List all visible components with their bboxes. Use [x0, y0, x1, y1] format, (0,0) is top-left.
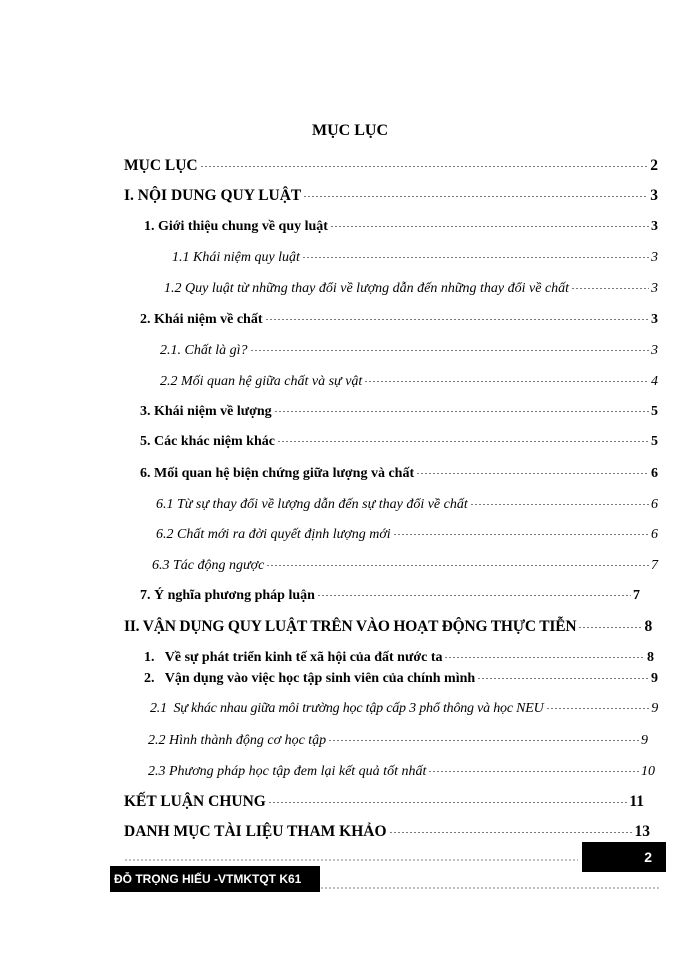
toc-page-number: 6	[651, 527, 658, 542]
toc-label: 1. Về sự phát triển kinh tế xã hội của đất nước ta	[144, 650, 443, 665]
leader-dots	[470, 494, 649, 508]
toc-label: 5. Các khác niệm khác	[140, 434, 275, 449]
toc-page-number: 3	[651, 250, 658, 265]
leader-dots	[266, 555, 649, 569]
leader-dots	[330, 216, 649, 230]
leader-dots	[265, 309, 650, 323]
toc-page-number: 11	[629, 792, 644, 810]
toc-label: 6. Mối quan hệ biện chứng giữa lượng và chất	[140, 466, 415, 481]
footer-page-number: 2	[582, 842, 666, 872]
leader-dots	[428, 761, 639, 775]
toc-label: 2.1. Chất là gì?	[160, 343, 248, 358]
toc-label: 3. Khái niệm về lượng	[140, 404, 272, 419]
toc-label: 2.2 Hình thành động cơ học tập	[148, 733, 327, 748]
toc-entry-ii-2-1[interactable]	[150, 698, 658, 717]
toc-label: 2.2 Mối quan hệ giữa chất và sự vật	[160, 374, 363, 389]
leader-dots	[571, 278, 649, 292]
toc-label: 1.2 Quy luật từ những thay đổi về lượng dẫn đến những thay đổi về chất	[164, 281, 570, 296]
leader-dots	[200, 154, 649, 170]
toc-page-number: 9	[641, 733, 648, 748]
toc-entry-6-1[interactable]	[156, 494, 658, 513]
toc-page-number: 5	[651, 404, 658, 419]
toc-page-number: 10	[641, 764, 655, 779]
leader-dots	[578, 615, 642, 631]
toc-page-number: 3	[650, 186, 658, 204]
toc-label: 6.1 Từ sự thay đổi về lượng dẫn đến sự thay đổi về chất	[156, 497, 468, 512]
toc-label: 2. Vận dụng vào việc học tập sinh viên của chính mình	[144, 671, 476, 686]
footer-dotted-line	[320, 886, 660, 890]
leader-dots	[416, 463, 649, 477]
leader-dots	[277, 431, 649, 445]
toc-entry-1[interactable]	[144, 216, 658, 235]
leader-dots	[250, 340, 649, 354]
toc-entry-1-1[interactable]	[172, 247, 658, 266]
toc-entry-2-1[interactable]	[160, 340, 658, 359]
toc-page-number: 13	[634, 822, 650, 840]
toc-label: KẾT LUẬN CHUNG	[124, 792, 266, 810]
leader-dots	[268, 790, 628, 806]
toc-page-number: 3	[651, 219, 658, 234]
toc-label: 6.2 Chất mới ra đời quyết định lượng mới	[156, 527, 391, 542]
toc-label: 1.1 Khái niệm quy luật	[172, 250, 300, 265]
toc-page-number: 7	[633, 588, 640, 603]
toc-entry-muc-luc[interactable]	[124, 154, 658, 175]
leader-dots	[389, 820, 633, 836]
toc-page-number: 4	[651, 374, 658, 389]
toc-entry-3[interactable]	[140, 401, 658, 420]
toc-page-number: 8	[644, 617, 652, 635]
toc-page-number: 2	[650, 156, 658, 174]
toc-entry-5[interactable]	[140, 431, 658, 450]
toc-page-number: 7	[651, 558, 658, 573]
toc-label: I. NỘI DUNG QUY LUẬT	[124, 186, 302, 204]
toc-entry-6-2[interactable]	[156, 524, 658, 543]
toc-entry-2-2[interactable]	[160, 371, 658, 390]
toc-entry-section-i[interactable]	[124, 184, 658, 205]
toc-label: 6.3 Tác động ngược	[152, 558, 265, 573]
toc-label: DANH MỤC TÀI LIỆU THAM KHẢO	[124, 822, 387, 840]
toc-entry-6[interactable]	[140, 463, 658, 482]
leader-dots	[317, 585, 631, 599]
toc-page-number: 3	[651, 312, 658, 327]
leader-dots	[546, 698, 650, 712]
toc-page-number: 9	[651, 701, 658, 716]
toc-page-number: 9	[651, 671, 658, 686]
leader-dots	[274, 401, 649, 415]
toc-label: II. VẬN DỤNG QUY LUẬT TRÊN VÀO HOẠT ĐỘNG THỰC TIỄN	[124, 617, 577, 635]
toc-entry-ii-2-3[interactable]	[148, 761, 655, 780]
toc-label: 1. Giới thiệu chung về quy luật	[144, 219, 328, 234]
toc-page-number: 6	[651, 466, 658, 481]
toc-entry-7[interactable]	[140, 585, 640, 604]
leader-dots	[477, 668, 649, 682]
toc-entry-1-2[interactable]	[164, 278, 658, 297]
toc-label: 2.3 Phương pháp học tập đem lại kết quả tốt nhất	[148, 764, 427, 779]
toc-label: 2. Khái niệm về chất	[140, 312, 263, 327]
leader-dots	[328, 730, 639, 744]
toc-entry-ii-1[interactable]	[144, 647, 654, 666]
toc-page-number: 5	[651, 434, 658, 449]
leader-dots	[393, 524, 649, 538]
toc-entry-2[interactable]	[140, 309, 658, 328]
toc-page-number: 3	[651, 281, 658, 296]
toc-entry-6-3[interactable]	[152, 555, 658, 574]
leader-dots	[303, 184, 648, 200]
toc-page-number: 3	[651, 343, 658, 358]
leader-dots	[444, 647, 645, 661]
footer-author: ĐỖ TRỌNG HIẾU -VTMKTQT K61	[110, 866, 320, 892]
footer-dotted-line	[124, 858, 578, 862]
toc-entry-references[interactable]	[124, 820, 650, 841]
page-title: MỤC LỤC	[312, 122, 388, 139]
toc-label: MỤC LỤC	[124, 156, 198, 174]
toc-label: 2.1 Sự khác nhau giữa môi trường học tập cấp 3 phổ thông và học NEU	[150, 701, 544, 716]
leader-dots	[364, 371, 649, 385]
toc-page-number: 8	[647, 650, 654, 665]
toc-label: 7. Ý nghĩa phương pháp luận	[140, 588, 315, 603]
toc-entry-section-ii[interactable]	[124, 615, 652, 636]
toc-entry-ii-2-2[interactable]	[148, 730, 648, 749]
toc-entry-ii-2[interactable]	[144, 668, 658, 687]
toc-entry-conclusion[interactable]	[124, 790, 644, 811]
leader-dots	[302, 247, 649, 261]
toc-page-number: 6	[651, 497, 658, 512]
